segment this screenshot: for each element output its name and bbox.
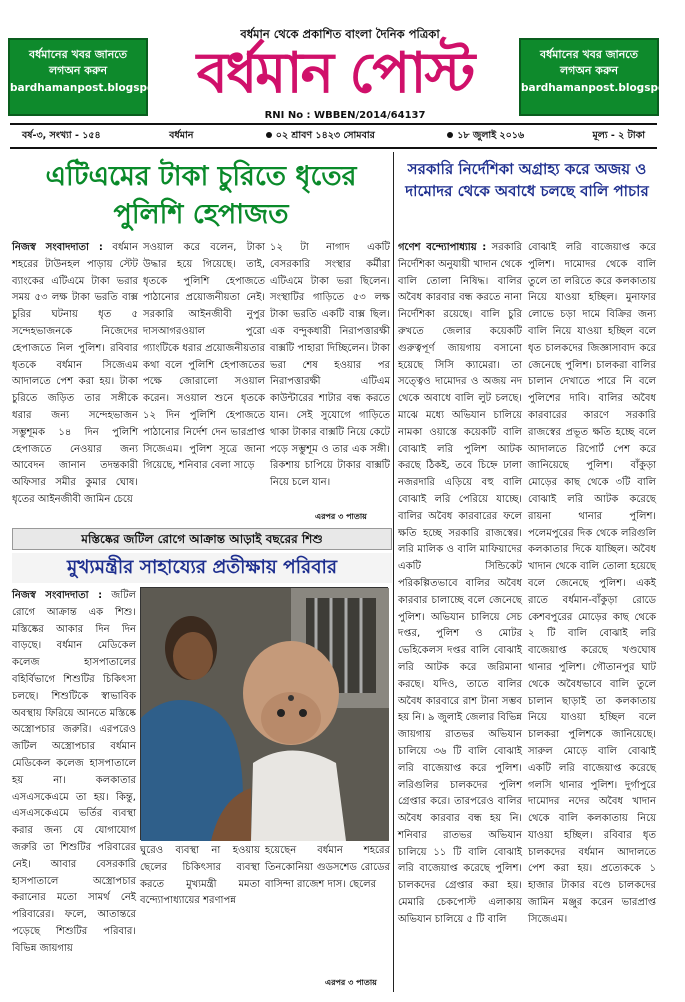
story2-col3-text: হয়েছেন বর্ধমান শহরের তিনকোনিয়া গুডসশেড রোডের বাসিন্দা রাজেশ দাস। ছেলের bbox=[265, 845, 390, 890]
issue-bar bbox=[10, 126, 657, 146]
story3-byline: গণেশ বন্দ্যোপাধ্যায় : bbox=[398, 242, 487, 253]
promo-line1: বর্ধমানের খবর জানতে bbox=[540, 48, 638, 61]
right-promo-box[interactable] bbox=[519, 38, 685, 116]
issue-place: বর্ধমান bbox=[169, 129, 194, 141]
issue-volume: বর্ষ-৩, সংখ্যা - ১৫৪ bbox=[22, 129, 101, 141]
story1-headline[interactable]: এটিএমের টাকা চুরিতে ধৃতের পুলিশি হেপাজত bbox=[45, 161, 357, 230]
story1-continued[interactable]: এরপর ৩ পাতায় bbox=[315, 512, 367, 521]
story3-col2-text: বোঝাই লরি বাজেয়াপ্ত করে পুলিশ। দামোদর থেকে বালি তুলে তা লরিতে করে কলকাতায় নিয়ে যাওয়া হচ্ছিল। মুনাফার লোভে চড়া দামে বিক্রির জন্য বালি নিয়ে যাওয়া হচ্ছিল বলে ধৃত চালকদের জিজ্ঞাসাবাদ করে জেনেছে পুলিশ। চালকরা বালির চালান দেখাতে পারে নি বলে পুলিশের দাবি। বালির অবৈধ কারবারের কারণে সরকারি রাজস্বের প্রভূত ক্ষতি হচ্ছে বলে আদালতে রিপোর্ট পেশ করে জানিয়েছে পুলিশ। বাঁকুড়া মোড়ের কাছ থেকে ৩টি বালি বোঝাই লরি আটক করেছে রায়না থানার পুলিশ। পলেমপুরের দিক থেকে লরিগুলি কলকাতার দিকে যাচ্ছিল। অবৈধ খাদান থেকে বালি তোলা হয়েছে বলে জেনেছে পুলিশ। একই রাতে বর্ধমান-বাঁকুড়া রোডে কেশবপুরের মোড়ের কাছ থেকে ২ টি বালি বোঝাই লরি বাজেয়াপ্ত করেছে খণ্ডঘোষ থানার পুলিশ। গৌতানপুর ঘাট থেকে অবৈধভাবে বালি তুলে চালান ছাড়াই তা কলকাতায় নিয়ে যাওয়া হচ্ছিল বলে চালকরা পুলিশকে জানিয়েছে। সারুল মোড়ে বালি বোঝাই একটি লরি বাজেয়াপ্ত করেছে গলসি থানার পুলিশ। দুর্গাপুরে দামোদর নদের অবৈধ খাদান থেকে বালি কলকাতায় নিয়ে যাওয়া হচ্ছিল। রবিবার ধৃত চালকদের বর্ধমান আদালতে পেশ করা হয়। প্রত্যেককে ১ হাজার টাকার বণ্ডে চালকদের জামিন মঞ্জুর করেন ভারপ্রাপ্ত সিজেএম। bbox=[528, 242, 656, 925]
story2-banner: মস্তিষ্কের জটিল রোগে আক্রান্ত আড়াই বছরের শিশু bbox=[12, 528, 392, 550]
bullet-icon bbox=[447, 132, 453, 138]
story1-col1-text: বর্ধমান শহরের টাউনহল পাড়ায় স্টেট ব্যাংকের এটিএমে টাকা ভরার সময় ৫৩ লক্ষ টাকা ভরতি বাক্স চুরির ঘটনায় ধৃত ৫ সন্দেহভাজনকে নিজেদের হেপাজতে নিল পুলিশ। রবিবার ধৃতকে বর্ধমান সিজেএম আদালতে পেশ করা হয়। টাকা চুরিতে জড়িত তার সঙ্গীকে ধরার জন্য সন্দেহভাজন সম্ভুশূমক ১৪ দিন পুলিশি হেপাজতে নেওয়ার জন্য আবেদন জানান তদন্তকারী অফিসার সমীর কুমার ঘোষ। ধৃতের আইনজীবী জামিন চেয়ে bbox=[12, 242, 138, 505]
issue-date-bn-wrap bbox=[262, 129, 375, 144]
promo-url[interactable]: bardhamanpost.blogspot.in bbox=[10, 81, 175, 94]
story1-col3 bbox=[270, 240, 390, 525]
story2-col1 bbox=[12, 588, 136, 988]
issue-date-en-wrap bbox=[443, 129, 524, 144]
story2-byline: নিজস্ব সংবাদদাতা : bbox=[12, 590, 103, 601]
story1-col2 bbox=[143, 240, 265, 525]
story1-col3-text: ১২ টা নাগাদ একটি বেসরকারি সংস্থার কর্মীরা এটিএমে টাকা ভরা ছিলেন। সংস্থাটির গাড়িতে ৫৩ লক্ষ টাকা ভরতি একটি বাক্স ছিল। এক বন্দুকধারী নিরাপত্তারক্ষী বাক্সটি পাহারা দিচ্ছিলেন। টাকা ভরা শেষ হওয়ার পর নিরাপত্তারক্ষী এটিএম কাউন্টারের শাটার বন্ধ করতে যান। সেই সুযোগে গাড়িতে থাকা টাকার বাক্সটি নিয়ে কেটে পড়ে সম্ভুশূম ও তার এক সঙ্গী। রিকশায় চাপিয়ে টাকার বাক্সটি নিয়ে চলে যান। bbox=[270, 242, 390, 489]
story3-headline[interactable]: সরকারি নির্দেশিকা অগ্রাহ্য করে অজয় ও দামোদর থেকে অবাধে চলছে বালি পাচার bbox=[405, 160, 649, 200]
story3-col1 bbox=[398, 240, 522, 990]
story1-col1 bbox=[12, 240, 138, 525]
story2-continued[interactable]: এরপর ৩ পাতায় bbox=[325, 978, 377, 987]
top-rule bbox=[10, 123, 657, 125]
story2-col2-text: ঘুরেও ব্যবস্থা না হওয়ায় ছেলের চিকিৎসার ব্যবস্থা করতে মুখ্যমন্ত্রী মমতা বন্দ্যোপাধ্যায়ের শরণাপন্ন bbox=[140, 845, 260, 907]
story2-col2 bbox=[140, 843, 260, 988]
bottom-rule bbox=[10, 147, 657, 149]
promo-url[interactable]: bardhamanpost.blogspot.in bbox=[521, 81, 685, 94]
story1-col2-text: সওয়াল করে বলেন, টাকা উদ্ধার হয়ে গিয়েছে। তাই, ধৃতকে পুলিশি হেপাজতে পাঠানোর প্রয়োজনীয়তা নেই। সরকারি আইনজীবী নুপুর দাসআগরওয়াল পুরো গ্যাংটিকে ধরার প্রয়োজনীয়তার কথা বলে পুলিশি হেপাজতের পক্ষে জোরালো সওয়াল করেন। সওয়াল শুনে ধৃতকে ১২ দিন পুলিশি হেপাজতে পাঠানোর নির্দেশ দেন ভারপ্রাপ্ত সিজেএম। পুলিশ সূত্রে জানা গিয়েছে, শনিবার বেলা সাড়ে bbox=[143, 242, 265, 472]
story3-col2 bbox=[528, 240, 656, 990]
story3-col1-text: সরকারি নির্দেশিকা অনুযায়ী খাদান থেকে বালি তোলা নিষিদ্ধ। বালির অবৈধ কারবার বন্ধ করতে নানা নির্দেশিকা রয়েছে। বালি চুরি রুখতে জেলার কয়েকটি গুরুত্বপূর্ণ জায়গায় বসানো হয়েছে সিসি ক্যামেরা। তা সত্ত্বেও দামোদর ও অজয় নদ থেকে অবাধে বালি লুট চলছে। মাঝে মধ্যে অভিযান চালিয়ে নামকা ওয়াস্তে কয়েকটি বালি বোঝাই লরি পুলিশ আটক করছে ঠিকই, তবে চিহ্নে ঢালা নজরদারি এড়িয়ে বহু বালি বোঝাই লরি পেরিয়ে যাচ্ছে। বালির অবৈধ কারবারের ফলে ক্ষতি হচ্ছে সরকারি রাজস্বের। লরি মালিক ও বালি মাফিয়াদের একটি সিন্ডিকেট পরিকল্পিতভাবে বালির অবৈধ কারবার চালাচ্ছে বলে জেনেছে পুলিশ। অভিযান চালিয়ে সেচ দপ্তর, পুলিশ ও মোটর ভেহিকেলস দপ্তর বালি বোঝাই লরি আটক করে জরিমানা করছে। যদিও, তাতে বালির অবৈধ কারবারে রাশ টানা সম্ভব হয় নি। ৯ জুলাই জেলার বিভিন্ন জায়গায় রাতভর অভিযান চালিয়ে ৩৬ টি বালি বোঝাই লরি বাজেয়াপ্ত করে পুলিশ। লরিগুলির চালকদের পুলিশ গ্রেপ্তার করে। তারপরেও বালির অবৈধ কারবার বন্ধ হয় নি। শনিবার রাতভর অভিযান চালিয়ে ১১ টি বালি বোঝাই লরি বাজেয়াপ্ত করেছে পুলিশ। চালকদের গ্রেপ্তার করা হয়। মেমারি চেকপোস্ট এলাকায় অভিযান চালিয়ে ৫ টি বালি bbox=[398, 242, 523, 925]
news-photo bbox=[140, 587, 388, 840]
tagline: বর্ধমান থেকে প্রকাশিত বাংলা দৈনিক পত্রিকা bbox=[240, 27, 440, 41]
story2-headline[interactable]: মুখ্যমন্ত্রীর সাহায্যের প্রতীক্ষায় পরিবার bbox=[12, 553, 392, 583]
masthead-logo: বর্ধমান পোস্ট bbox=[196, 40, 474, 106]
column-divider bbox=[393, 152, 394, 992]
promo-line2: লগঅন করুন bbox=[48, 63, 108, 77]
issue-date-bn: ০২ শ্রাবণ ১৪২৩ সোমবার bbox=[275, 129, 375, 141]
story2-col3 bbox=[265, 843, 390, 971]
promo-line2: লগঅন করুন bbox=[559, 63, 619, 77]
promo-line1: বর্ধমানের খবর জানতে bbox=[29, 48, 127, 61]
bullet-icon bbox=[266, 132, 272, 138]
issue-price: মূল্য - ২ টাকা bbox=[592, 129, 645, 141]
story1-byline: নিজস্ব সংবাদদাতা : bbox=[12, 242, 103, 253]
story2-col1-text: জটিল রোগে আক্রান্ত এক শিশু। মস্তিষ্কের আকার দিন দিন বাড়ছে। বর্ধমান মেডিকেল কলেজ হাসপাতালের বহির্বিভাগে শিশুটির চিকিৎসা চলছে। শিশুটিকে স্বাভাবিক অবস্থায় ফিরিয়ে আনতে মস্তিষ্কে অস্ত্রোপচার জরুরি। এরপরেও জটিল অস্ত্রোপচার বর্ধমান মেডিকেল কলেজ হাসপাতালে হয় না। কলকাতার এসএসকেএমে তা হয়। কিন্তু, এসএসকেএমে ভর্তির ব্যবস্থা করার জন্য যে যোগাযোগ জরুরি তা শিশুটির পরিবারের নেই। আবার বেসরকারি হাসপাতালে অস্ত্রোপচার করানোর মতো সামর্থ নেই পরিবারের। ফলে, আতান্তরে পড়েছে শিশুটির পরিবার। বিভিন্ন জায়গায় bbox=[12, 590, 136, 954]
rni-number: RNI No : WBBEN/2014/64137 bbox=[264, 110, 426, 121]
photo-illustration bbox=[141, 588, 389, 841]
left-promo-box[interactable] bbox=[8, 38, 175, 116]
issue-date-en: ১৮ জুলাই ২০১৬ bbox=[457, 129, 525, 141]
